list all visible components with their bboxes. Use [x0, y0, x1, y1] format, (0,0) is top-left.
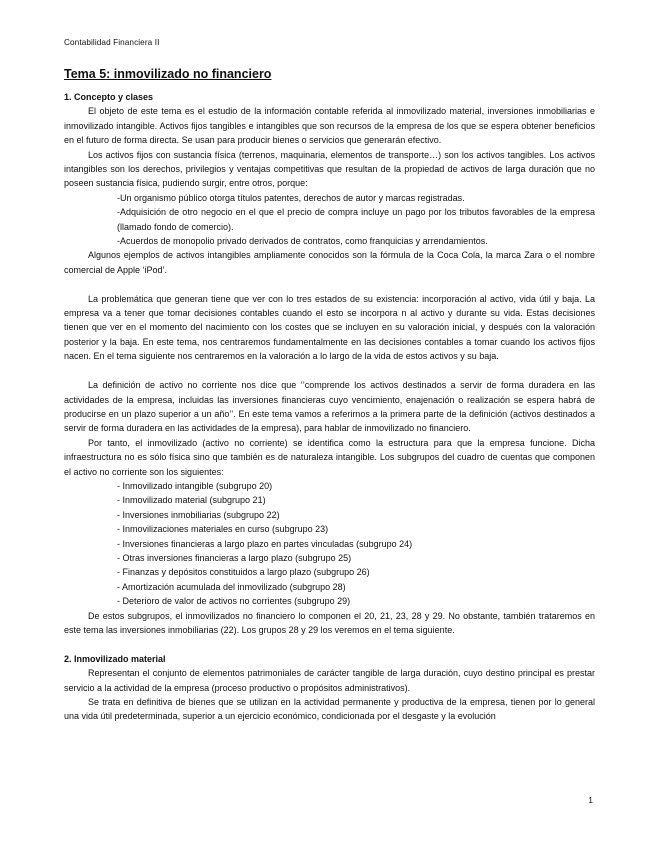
- intangible-origin-list: [64, 191, 595, 249]
- section-heading-inmovilizado-material: 2. Inmovilizado material: [64, 653, 166, 664]
- list-item: - Inmovilizaciones materiales en curso (subgrupo 23): [117, 524, 329, 535]
- page-number: 1: [588, 795, 593, 805]
- list-item: - Otras inversiones financieras a largo plazo (subgrupo 25): [117, 552, 352, 563]
- paragraph: Algunos ejemplos de activos intangibles ampliamente conocidos son la fórmula de la Coca Cola, la marca Zara o el nombre comercial de Apple ‘iPod’.: [64, 250, 595, 275]
- paragraph: De estos subgrupos, el inmovilizados no financiero lo componen el 20, 21, 23, 28 y 29. No obstante, también trataremos en este tema las inversiones inmobiliarias (22). Los grupos 28 y 29 los veremos en el tema siguiente.: [64, 610, 595, 635]
- list-item: - Finanzas y depósitos constituidos a largo plazo (subgrupo 26): [117, 567, 370, 578]
- paragraph: El objeto de este tema es el estudio de la información contable referida al inmovilizado material, inversiones inmobiliarias e inmovilizado intangible. Activos fijos tangibles e intangibles que son recursos de la empresa de los que se espera obtener beneficios en el futuro de forma directa. Se usan para producir bienes o servicios que generarán efectivo.: [64, 106, 595, 146]
- list-item: - Amortización acumulada del inmovilizado (subgrupo 28): [117, 581, 346, 592]
- list-item: -Un organismo público otorga títulos patentes, derechos de autor y marcas registradas.: [117, 192, 465, 203]
- list-item: - Inmovilizado material (subgrupo 21): [117, 495, 266, 506]
- list-item: - Deterioro de valor de activos no corrientes (subgrupo 29): [117, 596, 351, 607]
- paragraph: Representan el conjunto de elementos patrimoniales de carácter tangible de larga duración, cuyo destino principal es prestar servicio a la actividad de la empresa (proceso productivo o propósitos administrativos).: [64, 668, 595, 693]
- list-item: -Acuerdos de monopolio privado derivados de contratos, como franquicias y arrendamientos.: [117, 236, 488, 247]
- paragraph: Se trata en definitiva de bienes que se utilizan en la actividad permanente y productiva de la empresa, tienen por lo general una vida útil predeterminada, superior a un ejercicio económico, condicionada por el desgaste y la evolución: [64, 697, 595, 722]
- list-item: - Inmovilizado intangible (subgrupo 20): [117, 480, 273, 491]
- document-body: [64, 66, 595, 724]
- section-heading-concepto: 1. Concepto y clases: [64, 92, 154, 102]
- paragraph: Por tanto, el inmovilizado (activo no corriente) se identifica como la estructura para que la empresa funcione. Dicha infraestructura no es sólo física sino que también es de naturaleza intangible. Los subgrupos del cuadro de cuentas que componen el activo no corriente son los siguientes:: [64, 437, 595, 477]
- paragraph: La definición de activo no corriente nos dice que ‘’comprende los activos destinados a servir de forma duradera en las actividades de la empresa, incluidas las inversiones financieras cuyo vencimiento, enajenación o realización se espera habrá de producirse en un plazo superior a un año’’. En este tema vamos a referirnos a la primera parte de la definición (activos destinados a servir de forma duradera en las actividades de la empresa), para hablar de inmovilizado no financiero.: [64, 380, 595, 434]
- paragraph-gap: [64, 277, 595, 291]
- paragraph: La problemática que generan tiene que ver con lo tres estados de su existencia: incorporación al activo, vida útil y baja. La empresa va a tener que tomar decisiones contables cuando el esto se incorpora n al activo y durante su vida. Estas decisiones tienen que ver en el momento del nacimiento con los costes que se incluyen en su valoración inicial, y después con la valoración posterior y la baja. En este tema, nos centraremos fundamentalmente en las decisiones contables a tomar cuando los activos fijos nacen. En el tema siguiente nos centraremos en la valoración a lo largo de la vida de estos activos y su baja.: [64, 293, 595, 362]
- subgroup-list: [64, 479, 595, 609]
- document-title: Tema 5: inmovilizado no financiero: [64, 67, 272, 81]
- list-item: - Inversiones inmobiliarias (subgrupo 22): [117, 509, 280, 520]
- paragraph-gap: [64, 364, 595, 378]
- list-item: -Adquisición de otro negocio en el que el precio de compra incluye un pago por los tributos favorables de la empresa (llamado fondo de comercio).: [117, 207, 595, 232]
- paragraph: Los activos fijos con sustancia física (terrenos, maquinaria, elementos de transporte…) son los activos tangibles. Los activos intangibles son los derechos, privilegios y ventajas competitivas que resultan de la propiedad de activos de larga duración que no poseen sustancia física, pudiendo surgir, entre otros, porque:: [64, 149, 595, 189]
- running-header: Contabilidad Financiera II: [64, 38, 160, 47]
- list-item: - Inversiones financieras a largo plazo en partes vinculadas (subgrupo 24): [117, 538, 413, 549]
- paragraph-gap: [64, 637, 595, 651]
